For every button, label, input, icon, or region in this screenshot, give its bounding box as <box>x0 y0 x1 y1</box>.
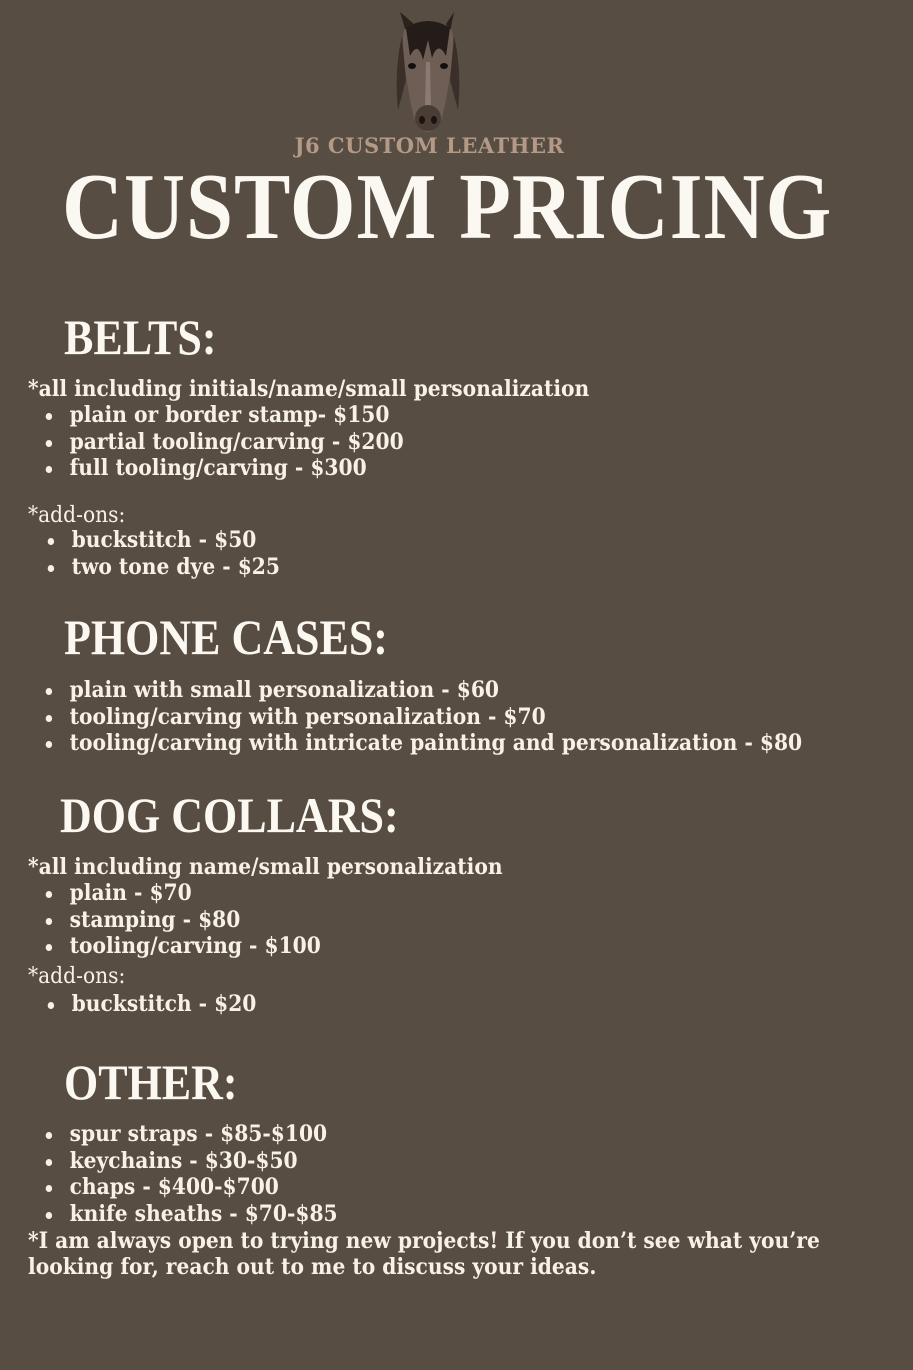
page-title: CUSTOM PRICING <box>62 155 833 259</box>
list-item: two tone dye - $25 <box>44 554 280 581</box>
list-item: plain with small personalization - $60 <box>42 677 802 704</box>
list-item: buckstitch - $20 <box>44 991 256 1018</box>
belts-heading: BELTS: <box>64 309 217 365</box>
dog-collars-heading: DOG COLLARS: <box>60 787 399 843</box>
list-item: full tooling/carving - $300 <box>42 455 404 482</box>
list-item: tooling/carving with personalization - $70 <box>42 704 802 731</box>
belts-addons-label: *add-ons: <box>28 503 126 528</box>
phone-cases-heading: PHONE CASES: <box>64 609 388 665</box>
list-item: partial tooling/carving - $200 <box>42 429 404 456</box>
list-item: chaps - $400-$700 <box>42 1174 338 1201</box>
belts-note: *all including initials/name/small personalization <box>28 376 590 402</box>
list-item: buckstitch - $50 <box>44 527 280 554</box>
other-price-list <box>42 1121 338 1227</box>
brand-name: J6 CUSTOM LEATHER <box>294 133 565 158</box>
footer-note: *I am always open to trying new projects! If you don’t see what you’re looking for, reach out to me to discuss your ideas. <box>28 1228 820 1280</box>
horse-head-icon <box>388 10 468 135</box>
other-heading: OTHER: <box>64 1054 238 1110</box>
dog-collars-addons-label: *add-ons: <box>28 964 126 989</box>
list-item: tooling/carving with intricate painting and personalization - $80 <box>42 730 802 757</box>
list-item: keychains - $30-$50 <box>42 1148 338 1175</box>
belts-price-list <box>42 402 404 482</box>
list-item: plain - $70 <box>42 880 321 907</box>
list-item: spur straps - $85-$100 <box>42 1121 338 1148</box>
list-item: knife sheaths - $70-$85 <box>42 1201 338 1228</box>
list-item: stamping - $80 <box>42 907 321 934</box>
belts-addons-list <box>44 527 280 580</box>
list-item: tooling/carving - $100 <box>42 933 321 960</box>
dog-collars-addons-list <box>44 991 256 1018</box>
phone-cases-price-list <box>42 677 802 757</box>
dog-collars-price-list <box>42 880 321 960</box>
dog-collars-note: *all including name/small personalization <box>28 854 503 880</box>
list-item: plain or border stamp- $150 <box>42 402 404 429</box>
